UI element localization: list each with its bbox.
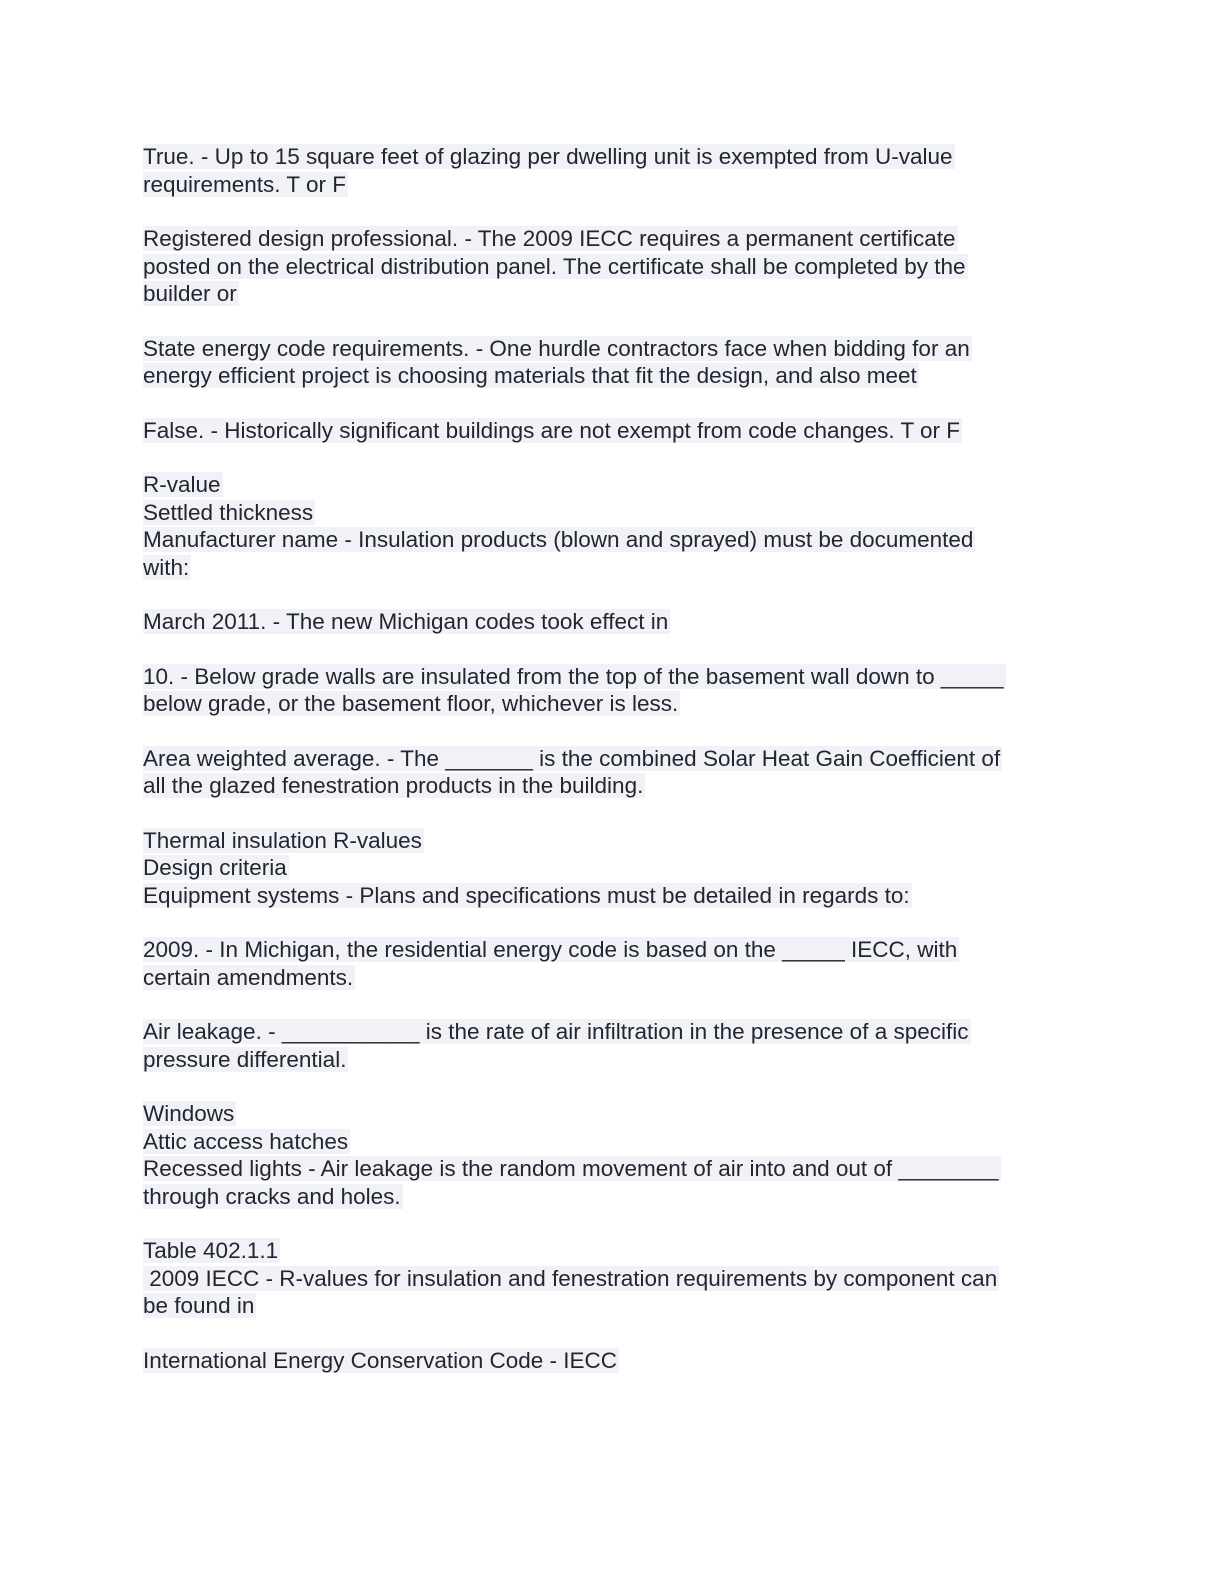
highlighted-text: builder or bbox=[143, 281, 237, 306]
text-line bbox=[143, 663, 1083, 691]
text-line bbox=[143, 362, 1083, 390]
highlighted-text: Attic access hatches bbox=[143, 1128, 349, 1154]
flashcard-entry bbox=[143, 827, 1083, 910]
text-line bbox=[143, 225, 1083, 253]
flashcard-entry bbox=[143, 335, 1083, 390]
text-line bbox=[143, 1183, 1083, 1211]
text-line bbox=[143, 1018, 1083, 1046]
highlighted-text: requirements. T or F bbox=[143, 171, 346, 197]
highlighted-text: Design criteria bbox=[143, 855, 287, 880]
flashcard-entry bbox=[143, 143, 1083, 198]
flashcard-entry bbox=[143, 663, 1083, 718]
text-line bbox=[143, 854, 1083, 882]
highlighted-text: Settled thickness bbox=[143, 499, 314, 525]
highlighted-text: Registered design professional. - The 2009 IECC requires a permanent certificate bbox=[143, 226, 956, 251]
flashcard-entry bbox=[143, 1237, 1083, 1320]
text-line bbox=[143, 1046, 1083, 1074]
highlighted-text: Windows bbox=[143, 1101, 235, 1126]
flashcard-entry bbox=[143, 936, 1083, 991]
text-line bbox=[143, 1237, 1083, 1265]
text-line bbox=[143, 143, 1083, 171]
text-line bbox=[143, 280, 1083, 308]
highlighted-text: all the glazed fenestration products in the building. bbox=[143, 773, 644, 798]
highlighted-text: True. - Up to 15 square feet of glazing per dwelling unit is exempted from U-value bbox=[143, 144, 953, 169]
highlighted-text: March 2011. - The new Michigan codes took effect in bbox=[143, 609, 669, 634]
text-line bbox=[143, 554, 1083, 582]
flashcard-entry bbox=[143, 608, 1083, 636]
text-line bbox=[143, 335, 1083, 363]
text-line bbox=[143, 1128, 1083, 1156]
text-line bbox=[143, 827, 1083, 855]
text-line bbox=[143, 745, 1083, 773]
highlighted-text: pressure differential. bbox=[143, 1046, 347, 1072]
highlighted-text: certain amendments. bbox=[143, 964, 354, 990]
highlighted-text: 2009. - In Michigan, the residential energy code is based on the _____ IECC, with bbox=[143, 937, 958, 962]
text-line bbox=[143, 936, 1083, 964]
text-line bbox=[143, 526, 1083, 554]
highlighted-text: posted on the electrical distribution panel. The certificate shall be completed by the bbox=[143, 253, 966, 279]
highlighted-text: be found in bbox=[143, 1293, 255, 1318]
text-line bbox=[143, 1347, 1083, 1375]
highlighted-text: International Energy Conservation Code - IECC bbox=[143, 1347, 617, 1373]
text-line bbox=[143, 417, 1083, 445]
highlighted-text: False. - Historically significant buildings are not exempt from code changes. T or F bbox=[143, 417, 961, 443]
highlighted-text: Thermal insulation R-values bbox=[143, 827, 422, 853]
highlighted-text: Recessed lights - Air leakage is the random movement of air into and out of ________ bbox=[143, 1156, 999, 1181]
text-line bbox=[143, 690, 1083, 718]
highlighted-text: through cracks and holes. bbox=[143, 1183, 401, 1209]
highlighted-text: Air leakage. - ___________ is the rate of air infiltration in the presence of a specific bbox=[143, 1019, 969, 1044]
text-line bbox=[143, 171, 1083, 199]
text-line bbox=[143, 608, 1083, 636]
text-line bbox=[143, 964, 1083, 992]
highlighted-text: Equipment systems - Plans and specifications must be detailed in regards to: bbox=[143, 882, 910, 908]
highlighted-text: energy efficient project is choosing materials that fit the design, and also meet bbox=[143, 363, 917, 388]
text-line bbox=[143, 499, 1083, 527]
text-line bbox=[143, 882, 1083, 910]
highlighted-text: R-value bbox=[143, 472, 221, 497]
highlighted-text: below grade, or the basement floor, whichever is less. bbox=[143, 691, 679, 716]
text-line bbox=[143, 253, 1083, 281]
flashcard-entry bbox=[143, 1100, 1083, 1210]
highlighted-text: State energy code requirements. - One hurdle contractors face when bidding for an bbox=[143, 335, 970, 361]
text-line bbox=[143, 1100, 1083, 1128]
text-line bbox=[143, 1265, 1083, 1293]
highlighted-text: 10. - Below grade walls are insulated from the top of the basement wall down to _____ bbox=[143, 663, 1004, 689]
text-line bbox=[143, 1292, 1083, 1320]
highlighted-text: Table 402.1.1 bbox=[143, 1238, 279, 1263]
flashcard-entry bbox=[143, 471, 1083, 581]
flashcard-entry bbox=[143, 1347, 1083, 1375]
document-page bbox=[143, 143, 1083, 1401]
text-line bbox=[143, 471, 1083, 499]
flashcard-entry bbox=[143, 1018, 1083, 1073]
text-line bbox=[143, 772, 1083, 800]
highlighted-text: with: bbox=[143, 554, 190, 580]
flashcard-entry bbox=[143, 225, 1083, 308]
highlighted-text: Manufacturer name - Insulation products (blown and sprayed) must be documented bbox=[143, 527, 974, 552]
text-line bbox=[143, 1155, 1083, 1183]
flashcard-entry bbox=[143, 417, 1083, 445]
flashcard-entry bbox=[143, 745, 1083, 800]
highlighted-text: Area weighted average. - The _______ is the combined Solar Heat Gain Coefficient of bbox=[143, 745, 1001, 771]
highlighted-text: 2009 IECC - R-values for insulation and fenestration requirements by component can bbox=[143, 1265, 998, 1291]
